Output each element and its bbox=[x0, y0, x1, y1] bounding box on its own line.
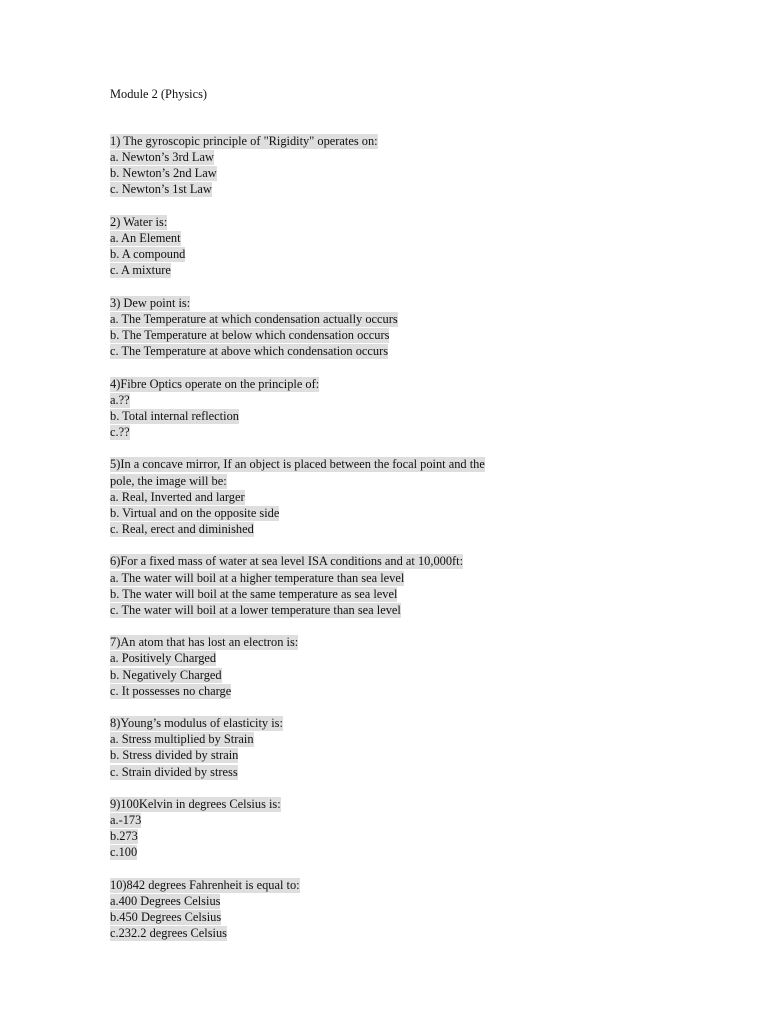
answer-option-text: a. Newton’s 3rd Law bbox=[110, 150, 214, 165]
answer-option bbox=[110, 327, 670, 343]
answer-option bbox=[110, 165, 670, 181]
question-block bbox=[110, 456, 670, 537]
answer-option-text: c.?? bbox=[110, 425, 130, 439]
answer-option-text: c. Strain divided by stress bbox=[110, 764, 238, 779]
answer-option bbox=[110, 812, 670, 828]
answer-option bbox=[110, 764, 670, 780]
answer-option-text: b. Negatively Charged bbox=[110, 667, 222, 682]
answer-option bbox=[110, 262, 670, 278]
answer-option-text: c. The Temperature at above which condensation occurs bbox=[110, 344, 389, 359]
answer-option-text: b.273 bbox=[110, 829, 138, 844]
answer-option-text: b. The water will boil at the same temperature as sea level bbox=[110, 586, 398, 601]
question-text-span: 8)Young’s modulus of elasticity is: bbox=[110, 716, 283, 731]
answer-option-text: b.450 Degrees Celsius bbox=[110, 910, 222, 925]
answer-option-text: c. A mixture bbox=[110, 263, 171, 278]
answer-option-text: a. Positively Charged bbox=[110, 651, 217, 666]
question-list bbox=[110, 133, 670, 941]
answer-option bbox=[110, 667, 670, 683]
answer-option bbox=[110, 230, 670, 246]
answer-option bbox=[110, 311, 670, 327]
answer-option-text: a. Real, Inverted and larger bbox=[110, 489, 245, 504]
answer-option-text: a. The Temperature at which condensation actually occurs bbox=[110, 311, 398, 326]
question-text-span: 9)100Kelvin in degrees Celsius is: bbox=[110, 797, 281, 812]
answer-option-text: c.232.2 degrees Celsius bbox=[110, 926, 227, 941]
answer-option bbox=[110, 925, 670, 941]
answer-option bbox=[110, 343, 670, 359]
answer-option bbox=[110, 408, 670, 424]
answer-option bbox=[110, 570, 670, 586]
answer-option bbox=[110, 505, 670, 521]
question-text-span: 5)In a concave mirror, If an object is placed between the focal point and the bbox=[110, 457, 485, 472]
answer-option bbox=[110, 489, 670, 505]
answer-option bbox=[110, 893, 670, 909]
question-text bbox=[110, 473, 670, 489]
answer-option-text: c. The water will boil at a lower temperature than sea level bbox=[110, 602, 401, 617]
question-text-span: 6)For a fixed mass of water at sea level ISA conditions and at 10,000ft: bbox=[110, 554, 464, 569]
question-text-span: pole, the image will be: bbox=[110, 473, 227, 488]
answer-option bbox=[110, 521, 670, 537]
question-text-span: 7)An atom that has lost an electron is: bbox=[110, 635, 299, 650]
question-block bbox=[110, 796, 670, 861]
answer-option-text: a.-173 bbox=[110, 813, 142, 828]
answer-option bbox=[110, 731, 670, 747]
question-text-span: 3) Dew point is: bbox=[110, 295, 191, 310]
question-text bbox=[110, 877, 670, 893]
answer-option bbox=[110, 246, 670, 262]
answer-option-text: a.?? bbox=[110, 392, 130, 407]
answer-option bbox=[110, 392, 670, 408]
answer-option bbox=[110, 424, 670, 440]
question-text bbox=[110, 715, 670, 731]
question-text bbox=[110, 376, 670, 392]
answer-option bbox=[110, 828, 670, 844]
answer-option bbox=[110, 747, 670, 763]
answer-option-text: a.400 Degrees Celsius bbox=[110, 894, 221, 909]
question-text bbox=[110, 553, 670, 569]
answer-option bbox=[110, 650, 670, 666]
answer-option bbox=[110, 181, 670, 197]
question-block bbox=[110, 295, 670, 360]
question-text bbox=[110, 796, 670, 812]
answer-option-text: a. Stress multiplied by Strain bbox=[110, 732, 254, 747]
question-text-span: 2) Water is: bbox=[110, 214, 168, 229]
answer-option-text: b. The Temperature at below which condensation occurs bbox=[110, 328, 390, 342]
question-block bbox=[110, 715, 670, 780]
question-text-span: 4)Fibre Optics operate on the principle of: bbox=[110, 376, 320, 391]
question-block bbox=[110, 214, 670, 279]
question-block bbox=[110, 634, 670, 699]
answer-option bbox=[110, 602, 670, 618]
answer-option-text: c.100 bbox=[110, 845, 138, 860]
answer-option bbox=[110, 586, 670, 602]
answer-option-text: b. Virtual and on the opposite side bbox=[110, 505, 280, 520]
question-text bbox=[110, 634, 670, 650]
document-title bbox=[110, 86, 670, 102]
question-text-span: 10)842 degrees Fahrenheit is equal to: bbox=[110, 877, 300, 892]
question-text bbox=[110, 295, 670, 311]
document-title-text: Module 2 (Physics) bbox=[110, 87, 208, 101]
answer-option-text: c. It possesses no charge bbox=[110, 683, 232, 698]
answer-option bbox=[110, 683, 670, 699]
question-block bbox=[110, 133, 670, 198]
question-text-span: 1) The gyroscopic principle of "Rigidity" operates on: bbox=[110, 134, 378, 148]
answer-option-text: b. Newton’s 2nd Law bbox=[110, 166, 217, 181]
answer-option-text: b. Total internal reflection bbox=[110, 408, 239, 423]
answer-option bbox=[110, 149, 670, 165]
question-text bbox=[110, 456, 670, 472]
answer-option-text: c. Newton’s 1st Law bbox=[110, 182, 212, 197]
answer-option bbox=[110, 909, 670, 925]
question-block bbox=[110, 376, 670, 441]
question-block bbox=[110, 553, 670, 618]
answer-option-text: a. An Element bbox=[110, 231, 181, 245]
answer-option-text: a. The water will boil at a higher temperature than sea level bbox=[110, 570, 405, 585]
question-block bbox=[110, 877, 670, 942]
answer-option-text: c. Real, erect and diminished bbox=[110, 522, 254, 536]
document-page bbox=[110, 86, 670, 958]
answer-option-text: b. A compound bbox=[110, 247, 186, 262]
answer-option bbox=[110, 844, 670, 860]
question-text bbox=[110, 214, 670, 230]
question-text bbox=[110, 133, 670, 149]
answer-option-text: b. Stress divided by strain bbox=[110, 748, 239, 763]
